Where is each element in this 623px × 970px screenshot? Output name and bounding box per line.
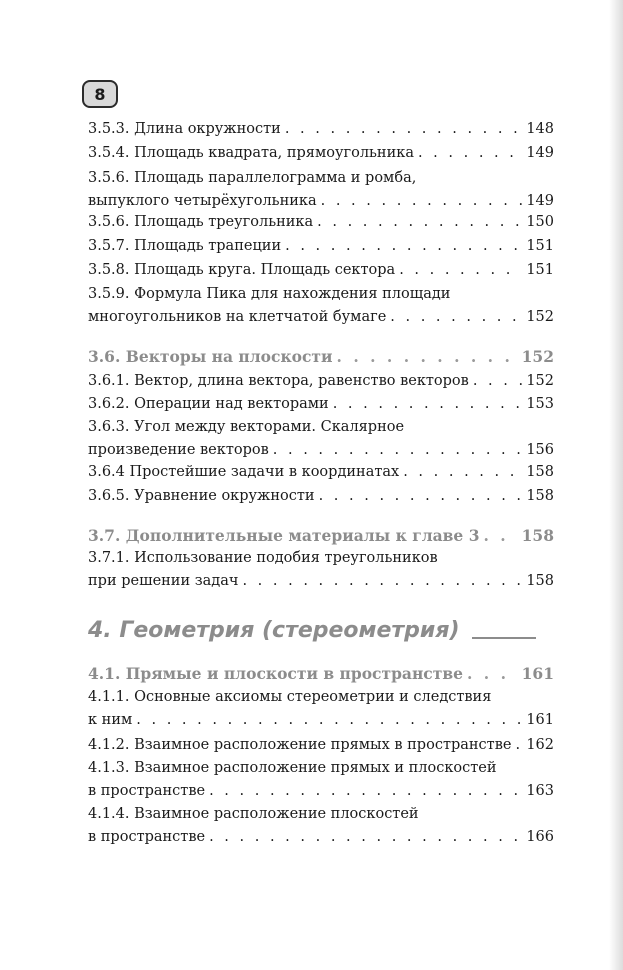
toc-line [88, 190, 554, 213]
toc-entry-title: 4.1. Прямые и плоскости в пространстве [88, 664, 463, 683]
toc-page-number: 158 [521, 526, 554, 545]
toc-line [88, 662, 554, 685]
toc-line [88, 686, 554, 709]
toc-entry-title: 3.6.1. Вектор, длина вектора, равенство векторов [88, 373, 469, 389]
toc-page-number: 152 [526, 373, 554, 389]
toc-line [88, 370, 554, 393]
toc-line [88, 118, 554, 141]
toc-page-number: 153 [526, 396, 554, 412]
dot-leader [399, 259, 522, 282]
dot-leader [273, 439, 523, 462]
toc-page-number: 150 [526, 214, 554, 230]
toc-entry[interactable] [88, 235, 554, 258]
toc-entry-title: 3.7. Дополнительные материалы к главе 3 [88, 526, 480, 545]
toc-page-number: 152 [521, 347, 554, 366]
dot-leader [317, 211, 522, 234]
toc-entry-title: 3.5.9. Формула Пика для нахождения площади [88, 286, 451, 302]
toc-entry[interactable] [88, 283, 554, 329]
dot-leader [321, 190, 523, 213]
page-edge-shadow [609, 0, 623, 970]
toc-page-number: 162 [526, 737, 554, 753]
toc-page-number: 151 [526, 238, 554, 254]
toc-entry[interactable] [88, 259, 554, 282]
toc-entry-title: 3.5.6. Площадь треугольника [88, 214, 314, 230]
toc-entry-title: 3.5.6. Площадь параллелограмма и ромба, [88, 170, 417, 186]
toc-line [88, 524, 554, 547]
toc-page-number: 163 [526, 783, 554, 799]
dot-leader [319, 485, 523, 508]
toc-section[interactable] [88, 524, 554, 547]
toc-page-number: 158 [526, 573, 554, 589]
toc-section[interactable] [88, 662, 554, 685]
toc-entry-title: 3.5.8. Площадь круга. Площадь сектора [88, 262, 396, 278]
toc-line [88, 211, 554, 234]
toc-entry-title: 3.7.1. Использование подобия треугольников [88, 550, 438, 566]
toc-page-number: 149 [526, 193, 554, 209]
toc-entry-title: 4.1.2. Взаимное расположение прямых в пространстве [88, 737, 512, 753]
toc-entry[interactable] [88, 686, 554, 732]
dot-leader [390, 306, 522, 329]
toc-line [88, 461, 554, 484]
toc-entry-title: 3.6.2. Операции над векторами [88, 396, 329, 412]
toc-line [88, 167, 554, 190]
toc-page-number: 161 [521, 664, 554, 683]
toc-entry-title: 4.1.1. Основные аксиомы стереометрии и следствия [88, 689, 492, 705]
dot-leader [209, 780, 522, 803]
toc-line [88, 142, 554, 165]
dot-leader [285, 235, 522, 258]
toc-page-number: 158 [526, 464, 554, 480]
toc-entry[interactable] [88, 416, 554, 462]
toc-page-number: 149 [526, 145, 554, 161]
toc-entry[interactable] [88, 211, 554, 234]
dot-leader [333, 393, 523, 416]
toc-entry-title: 3.6.3. Угол между векторами. Скалярное [88, 419, 405, 435]
toc-line [88, 547, 554, 570]
dot-leader [136, 709, 522, 732]
toc-page-number: 152 [526, 309, 554, 325]
toc-line [88, 306, 554, 329]
toc-entry-title: к ним [88, 712, 133, 728]
dot-leader [483, 524, 517, 547]
toc-line [88, 416, 554, 439]
toc-entry-title: 3.5.4. Площадь квадрата, прямоугольника [88, 145, 414, 161]
dot-leader [473, 370, 523, 393]
dot-leader [242, 570, 522, 593]
toc-line [88, 283, 554, 306]
toc-line [88, 259, 554, 282]
page-number-badge: 8 [82, 80, 118, 108]
toc-line [88, 709, 554, 732]
toc-entry-title: произведение векторов [88, 442, 269, 458]
toc-entry-title: 3.5.3. Длина окружности [88, 121, 281, 137]
toc-line [88, 485, 554, 508]
toc-entry[interactable] [88, 547, 554, 593]
toc-line [88, 803, 554, 826]
toc-entry-title: 3.6. Векторы на плоскости [88, 347, 333, 366]
chapter-heading-rule [472, 637, 536, 639]
toc-page-number: 166 [526, 829, 554, 845]
toc-line [88, 780, 554, 803]
toc-line [88, 734, 554, 757]
toc-entry[interactable] [88, 485, 554, 508]
chapter-heading [88, 618, 554, 643]
dot-leader [337, 345, 518, 368]
toc-page-number: 161 [526, 712, 554, 728]
dot-leader [285, 118, 522, 141]
toc-entry-title: 3.6.4 Простейшие задачи в координатах [88, 464, 400, 480]
toc-line [88, 757, 554, 780]
dot-leader [209, 826, 522, 849]
toc-section[interactable] [88, 345, 554, 368]
toc-line [88, 393, 554, 416]
dot-leader [403, 461, 522, 484]
toc-page-number: 156 [526, 442, 554, 458]
toc-entry[interactable] [88, 461, 554, 484]
toc-entry-title: многоугольников на клетчатой бумаге [88, 309, 387, 325]
dot-leader [467, 662, 518, 685]
toc-page-number: 148 [526, 121, 554, 137]
toc-line [88, 570, 554, 593]
toc-entry-title: 4.1.3. Взаимное расположение прямых и плоскостей [88, 760, 497, 776]
toc-entry[interactable] [88, 370, 554, 393]
toc-entry-title: в пространстве [88, 783, 206, 799]
toc-entry[interactable] [88, 142, 554, 165]
toc-line [88, 826, 554, 849]
toc-line [88, 345, 554, 368]
chapter-title: 4. Геометрия (стереометрия) [88, 618, 460, 643]
toc-entry[interactable] [88, 118, 554, 141]
dot-leader [515, 734, 522, 757]
toc-entry[interactable] [88, 167, 554, 213]
toc-entry-title: при решении задач [88, 573, 239, 589]
toc-entry[interactable] [88, 734, 554, 757]
toc-entry-title: выпуклого четырёхугольника [88, 193, 317, 209]
toc-entry[interactable] [88, 803, 554, 849]
toc-entry-title: 3.5.7. Площадь трапеции [88, 238, 282, 254]
toc-line [88, 439, 554, 462]
toc-entry[interactable] [88, 393, 554, 416]
dot-leader [418, 142, 522, 165]
toc-entry-title: 4.1.4. Взаимное расположение плоскостей [88, 806, 419, 822]
toc-entry-title: 3.6.5. Уравнение окружности [88, 488, 315, 504]
toc-page-number: 158 [526, 488, 554, 504]
toc-entry-title: в пространстве [88, 829, 206, 845]
toc-entry[interactable] [88, 757, 554, 803]
toc-page-number: 151 [526, 262, 554, 278]
toc-line [88, 235, 554, 258]
